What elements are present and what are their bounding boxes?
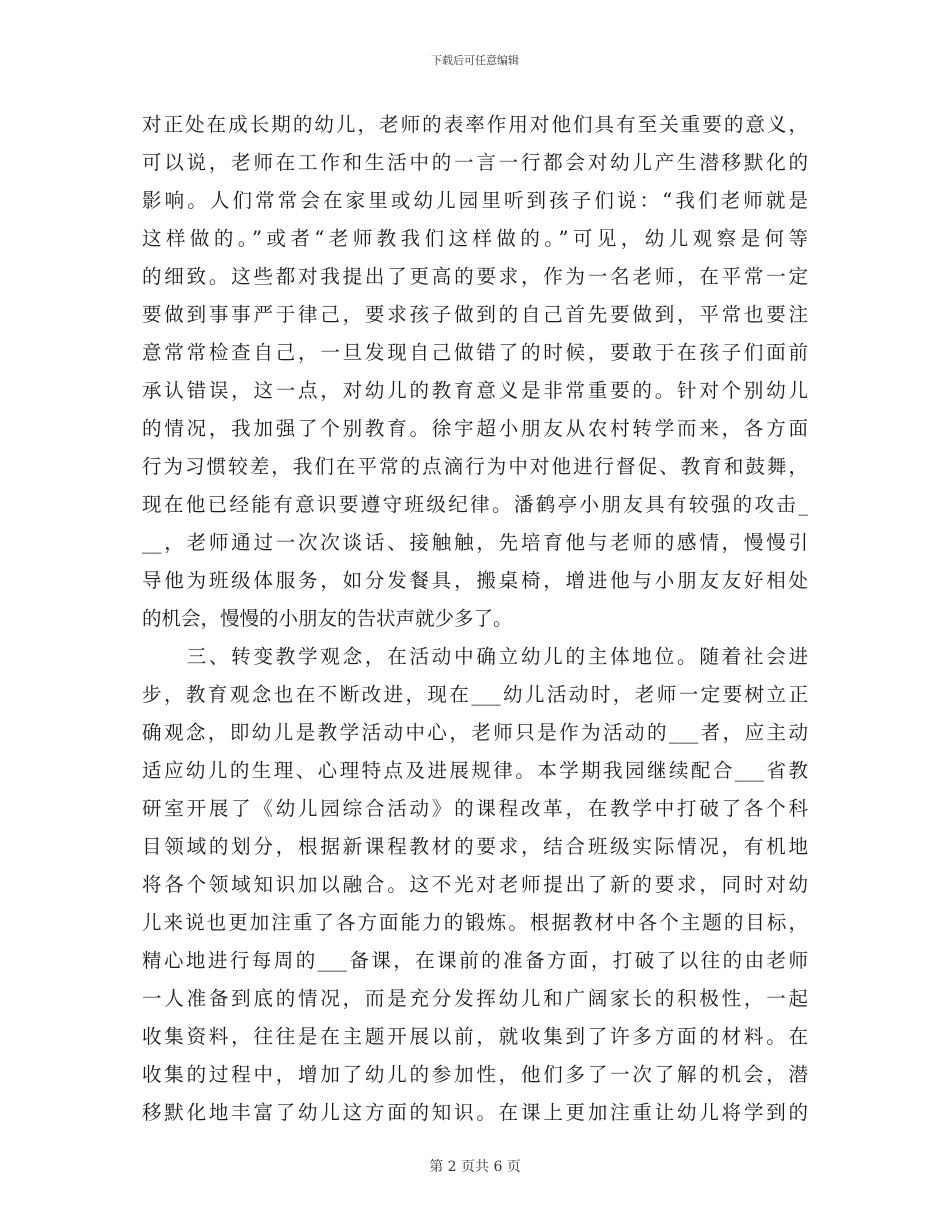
text-line: 导他为班级体服务，如分发餐具，搬桌椅，增进他与小朋友友好相处 (142, 569, 808, 592)
text-line: 意常常检查自己，一旦发现自己做错了的时候，要敢于在孩子们面前 (142, 341, 808, 364)
text-line: 对正处在成长期的幼儿，老师的表率作用对他们具有至关重要的意义， (142, 113, 808, 136)
text-line: 将各个领域知识加以融合。这不光对老师提出了新的要求，同时对幼 (142, 873, 808, 896)
text-line: 的细致。这些都对我提出了更高的要求，作为一名老师，在平常一定 (142, 265, 808, 288)
text-line: 的情况，我加强了个别教育。徐宇超小朋友从农村转学而来，各方面 (142, 417, 808, 440)
text-line: 收集的过程中，增加了幼儿的参加性，他们多了一次了解的机会，潜 (142, 1063, 808, 1086)
text-line: 儿来说也更加注重了各方面能力的锻炼。根据教材中各个主题的目标， (142, 911, 808, 934)
text-line: 确观念，即幼儿是教学活动中心，老师只是作为活动的___者，应主动 (142, 721, 808, 744)
text-line: 一人准备到底的情况，而是充分发挥幼儿和广阔家长的积极性，一起 (142, 987, 808, 1010)
text-line: 行为习惯较差，我们在平常的点滴行为中对他进行督促、教育和鼓舞， (142, 455, 808, 478)
text-line: 要做到事事严于律己，要求孩子做到的自己首先要做到，平常也要注 (142, 303, 808, 326)
text-line: __，老师通过一次次谈话、接触触，先培育他与老师的感情，慢慢引 (142, 531, 808, 554)
text-line: 这样做的。”或者“老师教我们这样做的。”可见，幼儿观察是何等 (142, 227, 808, 250)
document-body (142, 106, 808, 1132)
text-line: 目领域的划分，根据新课程教材的要求，结合班级实际情况，有机地 (142, 835, 808, 858)
text-line: 适应幼儿的生理、心理特点及进展规律。本学期我园继续配合___省教 (142, 759, 808, 782)
text-line: 精心地进行每周的___备课，在课前的准备方面，打破了以往的由老师 (142, 949, 808, 972)
text-line: 影响。人们常常会在家里或幼儿园里听到孩子们说：“我们老师就是 (142, 189, 808, 212)
text-line: 研室开展了《幼儿园综合活动》的课程改革，在教学中打破了各个科 (142, 797, 808, 820)
text-line: 的机会，慢慢的小朋友的告状声就少多了。 (142, 607, 513, 630)
text-line: 收集资料，往往是在主题开展以前，就收集到了许多方面的材料。在 (142, 1025, 808, 1048)
text-line: 三、转变教学观念，在活动中确立幼儿的主体地位。随着社会进 (142, 645, 808, 668)
text-line: 步，教育观念也在不断改进，现在___幼儿活动时，老师一定要树立正 (142, 683, 808, 706)
text-line: 可以说，老师在工作和生活中的一言一行都会对幼儿产生潜移默化的 (142, 151, 808, 174)
page-header: 下载后可任意编辑 (431, 54, 519, 67)
text-line: 现在他已经能有意识要遵守班级纪律。潘鹤亭小朋友具有较强的攻击_ (142, 493, 808, 516)
text-line: 移默化地丰富了幼儿这方面的知识。在课上更加注重让幼儿将学到的 (142, 1101, 808, 1124)
text-line: 承认错误，这一点，对幼儿的教育意义是非常重要的。针对个别幼儿 (142, 379, 808, 402)
page-footer: 第 2 页共 6 页 (429, 1159, 521, 1175)
